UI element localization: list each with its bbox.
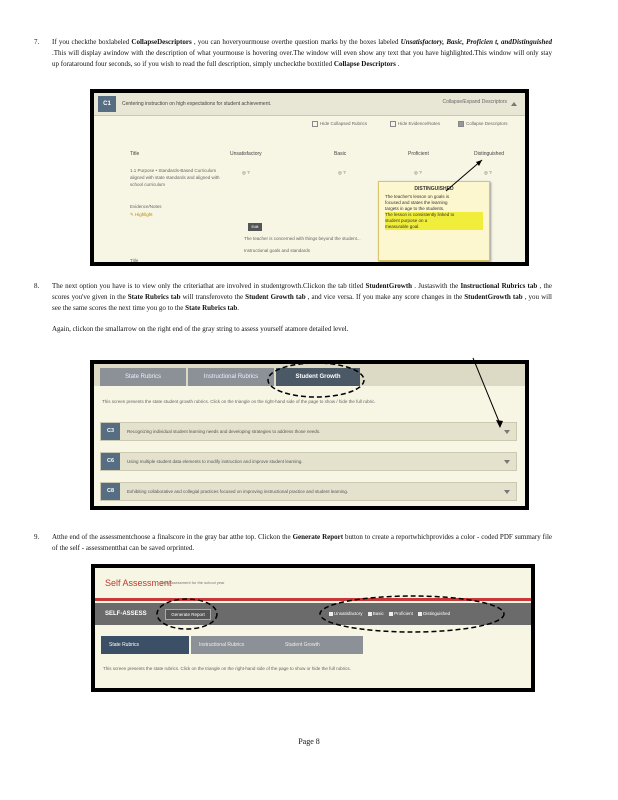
score-radio-unsatisfactory[interactable]: ◎ ? <box>242 170 250 175</box>
col-header-proficient: Proficient <box>408 151 429 157</box>
item-8-again-text: Again, clickon the smallarrow on the right end of the gray string to assess yourself atamore detailed level. <box>52 325 349 333</box>
item-7-text: If you checkthe boxlabeled CollapseDescriptors , you can hoveryourmouse overthe question marks by the boxes labeled Unsatisfactory, Basic, Proficien t, andDistinguished .This will display awindow with the description of what yourmouse is hovering over.The window will even show any text that you have highlighted.This window will only stay up forataround four seconds, so if you wish to read the full description, simply uncheckthe boxtitled Collapse Descriptors . <box>52 38 552 68</box>
score-option-proficient[interactable]: Proficient <box>389 611 415 616</box>
item-number: 7. <box>34 38 40 46</box>
score-radio-proficient[interactable]: ◎ ? <box>414 170 422 175</box>
screenshot-generate-report <box>91 564 535 692</box>
item-number: 8. <box>34 282 40 290</box>
tooltip-body: The teacher's lesson on goals is focused and states the learning targets in age to the students. The lesson is consistently linked to student purpose on a measurable goal. <box>379 192 489 232</box>
score-option-distinguished[interactable]: Distinguished <box>418 611 452 616</box>
item-8-text: The next option you have is to view only the criteriathat are involved in studentgrowth.Clickon the tab titled StudentGrowth . Justaswith the Instructional Rubrics tab , the scores you've given in the State Rubrics tab will transferoveto the Student Growth tab , and vice versa. If you make any score changes in the StudentGrowth tab , you will see the same scores the next time you go to the State Rubrics tab. <box>52 282 552 312</box>
rubric-row-text: 1.1 Purpose • Standards-Based Curriculum aligned with state standards and aligned with school curriculum <box>130 168 220 187</box>
item-number: 9. <box>34 533 40 541</box>
score-option-basic[interactable]: Basic <box>368 611 386 616</box>
item-9-paragraph <box>34 532 553 554</box>
score-radio-distinguished[interactable]: ◎ ? <box>484 170 492 175</box>
checkbox-hide-evidence[interactable]: Hide Evidence/Notes <box>390 121 440 127</box>
tab-student-growth[interactable]: Student Growth <box>276 368 360 386</box>
note-line-1: The teacher is concerned with things beyond the student... <box>244 236 361 241</box>
student-growth-intro: This screen presents the state student growth rubrics. Click on the triangle on the right-hand side of the page to show / hide the full rubric. <box>102 399 376 404</box>
self-assess-label: SELF-ASSESS <box>105 611 147 617</box>
rubric-row[interactable]: C6 Using multiple student data elements to modify instruction and improve student learning. <box>100 452 517 471</box>
expand-descriptors-label[interactable]: Collapse/Expand Descriptors <box>442 99 507 105</box>
tooltip-title: DISTINGUISHED <box>414 186 454 192</box>
note-line-2: Instructional goals and standards <box>244 248 311 253</box>
tab-state-rubrics[interactable]: State Rubrics <box>101 636 189 654</box>
annotation-circles <box>95 568 531 688</box>
tab-student-growth[interactable]: Student Growth <box>277 636 363 654</box>
tab-instructional-rubrics[interactable]: Instructional Rubrics <box>188 368 274 386</box>
item-9-text: Atthe end of the assessmentchoose a finalscore in the gray bar atthe top. Clickon the Generate Report button to create a reportwhichprovides a color - coded PDF summary file of the self - assessmentthat can be saved orprinted. <box>52 533 553 552</box>
col-header-unsatisfactory: Unsatisfactory <box>230 151 262 157</box>
rubric-row[interactable]: C8 Exhibiting collaborative and collegial practices focused on improving instructional practice and student learning. <box>100 482 517 501</box>
evidence-notes-label: Evidence/Notes <box>130 204 162 209</box>
score-radio-basic[interactable]: ◎ ? <box>338 170 346 175</box>
col-header-title: Title <box>130 151 140 157</box>
state-rubrics-intro: This screen presents the state rubrics. Click on the triangle on the right-hand side of the page to show or hide the full rubrics. <box>103 666 351 671</box>
rubric-badge: C1 <box>98 96 116 112</box>
page-subtitle: Self-assessment for the school year <box>161 580 225 585</box>
generate-report-button[interactable]: Generate Report <box>165 609 211 620</box>
col-header-basic: Basic <box>334 151 347 157</box>
col-header-distinguished: Distinguished <box>474 151 505 157</box>
checkbox-hide-collapsed[interactable]: Hide Collapsed Rubrics <box>312 121 367 127</box>
rubric-row[interactable]: C3 Recognizing individual student learning needs and developing strategies to address those needs. <box>100 422 517 441</box>
tab-instructional-rubrics[interactable]: Instructional Rubrics <box>191 636 283 654</box>
edit-notes-button[interactable]: Edit <box>248 223 262 231</box>
score-option-unsatisfactory[interactable]: Unsatisfactory <box>329 611 365 616</box>
page-number: Page 8 <box>298 737 320 746</box>
checkbox-collapse-descriptors[interactable]: Collapse Descriptors <box>458 121 508 127</box>
rubric-title: Centering instruction on high expectations for student achievement. <box>122 101 272 107</box>
highlight-toggle[interactable]: ✎ Highlight <box>130 212 153 217</box>
tab-state-rubrics[interactable]: State Rubrics <box>100 368 186 386</box>
rubric-row-title-2: Title <box>130 258 139 262</box>
page-title: Self Assessment <box>105 578 172 588</box>
